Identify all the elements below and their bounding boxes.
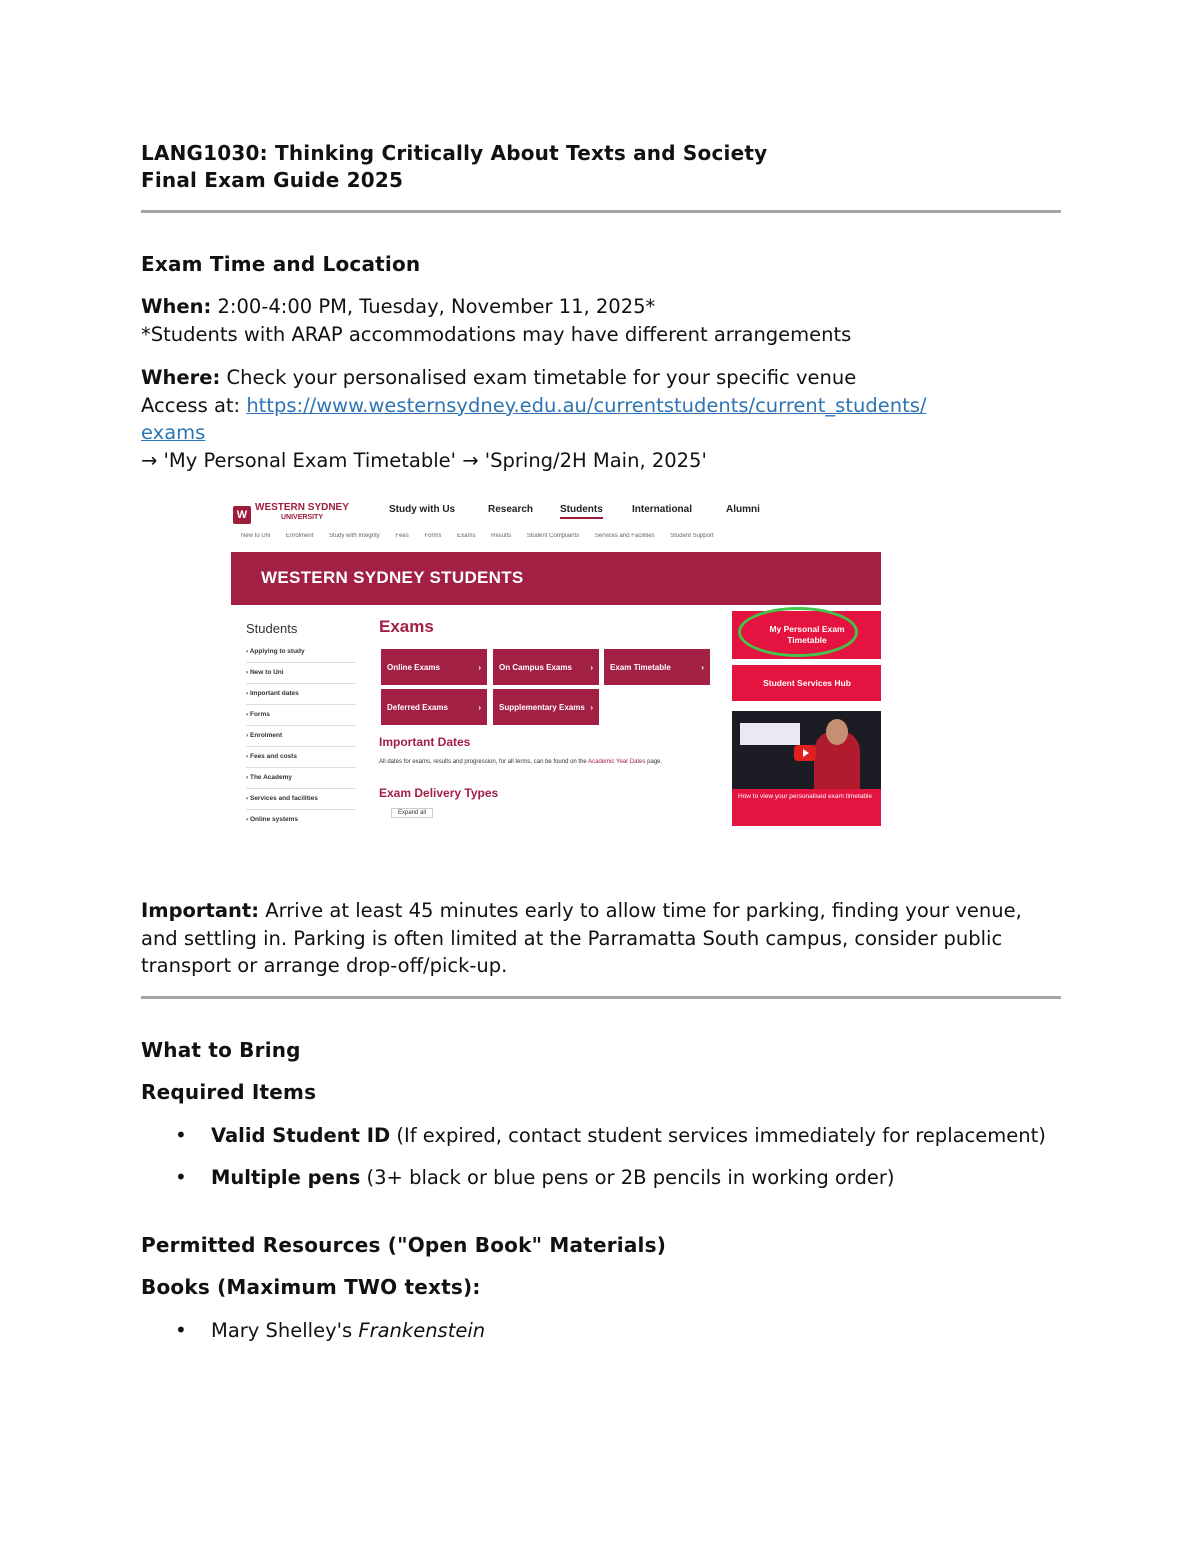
subnav-item: Exams — [457, 533, 476, 539]
logo-subtext: UNIVERSITY — [281, 514, 324, 521]
list-item — [211, 1164, 1061, 1192]
university-logo-icon: W — [233, 506, 251, 524]
when-label: When: — [141, 295, 212, 318]
chevron-right-icon: › — [478, 662, 481, 672]
sidebar-item-label: Online systems — [249, 816, 299, 823]
student-services-hub-button — [732, 665, 881, 701]
course-title: LANG1030: Thinking Critically About Texts and Society — [141, 141, 768, 165]
tile-label: Deferred Exams — [387, 702, 448, 712]
arap-note: *Students with ARAP accommodations may have different arrangements — [141, 322, 852, 346]
nav-students: Students — [560, 504, 603, 519]
tile-online-exams — [381, 649, 487, 685]
sidebar-item-label: Forms — [249, 711, 270, 718]
required-items-heading: Required Items — [141, 1079, 317, 1104]
expand-all-button: Expand all — [391, 808, 433, 818]
site-header — [231, 497, 881, 525]
subnav-item: Student Support — [670, 533, 714, 539]
timetable-path: → 'My Personal Exam Timetable' → 'Spring/2H Main, 2025' — [141, 448, 707, 472]
divider — [141, 996, 1061, 999]
sidebar-item: › Fees and costs — [246, 753, 356, 768]
sidebar-item: › Enrolment — [246, 732, 356, 747]
website-screenshot — [231, 497, 881, 830]
chevron-right-icon: › — [701, 662, 704, 672]
video-thumbnail — [732, 711, 881, 826]
sidebar-item: › The Academy — [246, 774, 356, 789]
books-heading: Books (Maximum TWO texts): — [141, 1274, 481, 1299]
sidebar-item-label: Services and facilities — [249, 795, 318, 802]
exams-link[interactable]: https://www.westernsydney.edu.au/currentstudents/current_students/ — [246, 393, 927, 417]
subnav-item: New to Uni — [241, 533, 271, 539]
dates-link: Academic Year Dates — [588, 759, 646, 765]
subnav-item: Study with Integrity — [329, 533, 380, 539]
dates-tail: page. — [645, 759, 663, 765]
tile-label: Supplementary Exams — [499, 702, 585, 712]
video-slide — [740, 723, 800, 745]
delivery-types-heading: Exam Delivery Types — [379, 786, 499, 800]
sidebar-item-label: Applying to study — [249, 648, 305, 655]
site-subnav — [241, 533, 871, 543]
logo-text: WESTERN SYDNEY — [255, 502, 349, 513]
document-body-continued — [141, 897, 1061, 1359]
exam-time-heading: Exam Time and Location — [141, 252, 421, 276]
tile-supplementary-exams — [493, 689, 599, 725]
tile-deferred-exams — [381, 689, 487, 725]
document-title — [141, 140, 1061, 194]
banner-text: WESTERN SYDNEY STUDENTS — [261, 568, 524, 587]
sidebar-item: › Applying to study — [246, 648, 356, 663]
dates-text: All dates for exams, results and progression, for all terms, can be found on the — [379, 759, 589, 765]
hub-button-label: Student Services Hub — [763, 678, 851, 688]
important-label: Important: — [141, 899, 260, 922]
subnav-item: Fees — [395, 533, 409, 539]
tile-label: Exam Timetable — [610, 662, 671, 672]
when-value: 2:00-4:00 PM, Tuesday, November 11, 2025* — [211, 295, 656, 318]
tile-exam-timetable — [604, 649, 710, 685]
sidebar-item: › Online systems — [246, 816, 356, 830]
where-value: Check your personalised exam timetable for your specific venue — [220, 366, 857, 389]
sidebar-item-label: Important dates — [249, 690, 299, 697]
subnav-item: Forms — [424, 533, 442, 539]
sidebar-heading: Students — [246, 621, 298, 636]
guide-title: Final Exam Guide 2025 — [141, 168, 404, 192]
exams-link-continued[interactable]: exams — [141, 421, 206, 444]
sidebar-item: › Forms — [246, 711, 356, 726]
timetable-button-label: My Personal Exam Timetable — [769, 624, 845, 645]
item-detail: (If expired, contact student services immediately for replacement) — [390, 1123, 1046, 1147]
sidebar-item-label: Enrolment — [249, 732, 283, 739]
book-author: Mary Shelley's — [211, 1318, 359, 1342]
video-caption: How to view your personalised exam timetable — [732, 789, 881, 826]
books-list — [141, 1317, 1061, 1345]
what-to-bring-heading: What to Bring — [141, 1037, 301, 1062]
sidebar-item: › Important dates — [246, 690, 356, 705]
list-item — [211, 1317, 1061, 1345]
subnav-item: Student Complaints — [526, 533, 580, 539]
document-body — [141, 140, 1061, 474]
sidebar-item-label: The Academy — [249, 774, 293, 781]
tile-on-campus-exams — [493, 649, 599, 685]
important-dates-text — [379, 758, 709, 767]
tile-label: Online Exams — [387, 662, 440, 672]
important-note — [141, 897, 1061, 980]
chevron-right-icon: › — [590, 662, 593, 672]
sidebar-item-label: New to Uni — [249, 669, 284, 676]
when-line — [141, 293, 1061, 321]
nav-research: Research — [488, 504, 534, 515]
where-label: Where: — [141, 366, 221, 389]
chevron-right-icon: › — [478, 702, 481, 712]
sidebar-item: › New to Uni — [246, 669, 356, 684]
exams-heading: Exams — [379, 617, 434, 636]
sidebar-item-label: Fees and costs — [249, 753, 297, 760]
list-item — [211, 1122, 1061, 1150]
nav-international: International — [632, 504, 693, 515]
book-title: Frankenstein — [358, 1318, 486, 1342]
site-banner — [231, 552, 881, 605]
item-detail: (3+ black or blue pens or 2B pencils in working order) — [360, 1166, 895, 1189]
access-label: Access at: — [141, 393, 247, 417]
permitted-resources-heading: Permitted Resources ("Open Book" Materials) — [141, 1232, 667, 1257]
access-line — [141, 392, 1061, 447]
highlight-circle — [738, 607, 858, 657]
subnav-item: Services and Facilities — [594, 533, 655, 539]
item-name: Valid Student ID — [211, 1123, 391, 1147]
required-items-list — [141, 1122, 1061, 1192]
item-name: Multiple pens — [211, 1166, 361, 1189]
presenter-face — [826, 719, 848, 745]
nav-study: Study with Us — [389, 504, 456, 515]
important-text: Arrive at least 45 minutes early to allow time for parking, finding your venue, and settling in. Parking is often limited at the Parramatta South campus, consider public transport or arrange drop-off/pick-up. — [141, 899, 1022, 977]
where-line — [141, 364, 1061, 392]
nav-alumni: Alumni — [726, 504, 760, 515]
important-dates-heading: Important Dates — [379, 735, 471, 749]
subnav-item: Enrolment — [286, 533, 314, 539]
divider — [141, 210, 1061, 213]
sidebar-item: › Services and facilities — [246, 795, 356, 810]
tile-label: On Campus Exams — [499, 662, 572, 672]
chevron-right-icon: › — [590, 702, 593, 712]
subnav-item: Results — [491, 533, 512, 539]
play-icon — [794, 745, 816, 761]
